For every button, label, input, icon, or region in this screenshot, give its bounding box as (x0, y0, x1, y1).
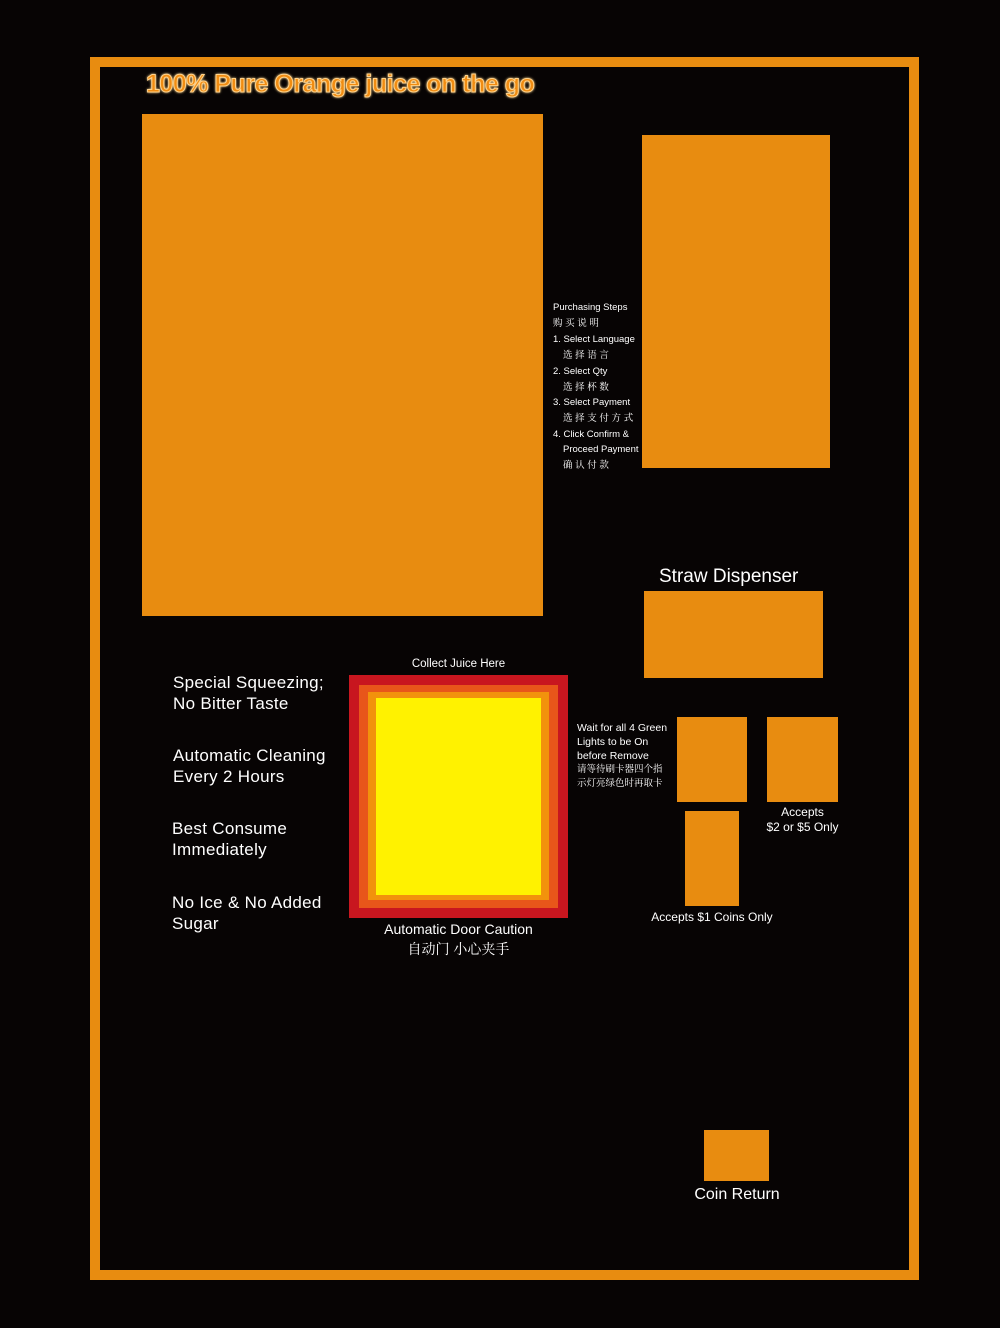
steps-title-en: Purchasing Steps (553, 302, 628, 313)
coin-return-slot[interactable] (704, 1130, 769, 1181)
bill-note-line1: Accepts (781, 805, 824, 819)
feature-no-ice-line2: Sugar (172, 914, 219, 933)
step-2-en: 2. Select Qty (553, 365, 608, 377)
purchasing-steps (553, 300, 639, 474)
bill-acceptor-note (752, 805, 853, 835)
door-caution-cn: 自动门 小心夹手 (407, 941, 510, 957)
touch-screen-panel[interactable] (642, 135, 830, 468)
coin-slot-note: Accepts $1 Coins Only (651, 910, 773, 924)
card-reader-line1: Wait for all 4 Green (577, 722, 668, 734)
feature-squeezing-line2: No Bitter Taste (173, 694, 289, 713)
card-reader-cn-line2: 示灯亮绿色时再取卡 (577, 778, 663, 789)
feature-consume-line1: Best Consume (172, 819, 288, 838)
dispense-door-yellow (376, 698, 541, 895)
step-4-en-b: Proceed Payment (563, 444, 639, 456)
door-caution-en: Automatic Door Caution (384, 921, 533, 937)
step-4-en-a: 4. Click Confirm & (553, 428, 630, 440)
step-2-cn: 选 择 杯 数 (563, 381, 609, 393)
juice-dispense-window[interactable] (349, 675, 568, 918)
main-display-panel (142, 114, 543, 616)
step-1-en: 1. Select Language (553, 334, 635, 346)
feature-cleaning-line2: Every 2 Hours (173, 767, 285, 786)
feature-squeezing (173, 672, 373, 714)
bill-acceptor-slot[interactable] (767, 717, 838, 802)
steps-title-cn: 购 买 说 明 (553, 317, 599, 329)
headline-title: 100% Pure Orange juice on the go (146, 70, 535, 98)
card-reader-cn-line1: 请等待刷卡器四个指 (577, 764, 663, 775)
card-reader-line3: before Remove (577, 750, 649, 762)
step-3-en: 3. Select Payment (553, 397, 631, 409)
coin-return-label: Coin Return (694, 1186, 780, 1203)
feature-consume-line2: Immediately (172, 840, 267, 859)
feature-cleaning (173, 745, 348, 787)
card-reader-line2: Lights to be On (577, 736, 649, 748)
bill-note-line2: $2 or $5 Only (766, 820, 839, 834)
collect-juice-label: Collect Juice Here (411, 658, 506, 670)
card-reader-slot[interactable] (677, 717, 747, 802)
feature-no-ice-line1: No Ice & No Added (172, 893, 322, 912)
feature-squeezing-line1: Special Squeezing; (173, 673, 324, 692)
feature-consume (172, 818, 372, 860)
step-3-cn: 选 择 支 付 方 式 (563, 412, 634, 424)
step-4-cn: 确 认 付 款 (563, 460, 609, 472)
step-1-cn: 选 择 语 言 (563, 350, 609, 362)
coin-slot[interactable] (685, 811, 739, 906)
card-reader-instructions (577, 721, 677, 791)
feature-cleaning-line1: Automatic Cleaning (173, 746, 326, 765)
straw-dispenser-label: Straw Dispenser (659, 566, 799, 587)
feature-no-ice (172, 892, 372, 934)
straw-dispenser-slot[interactable] (644, 591, 823, 678)
